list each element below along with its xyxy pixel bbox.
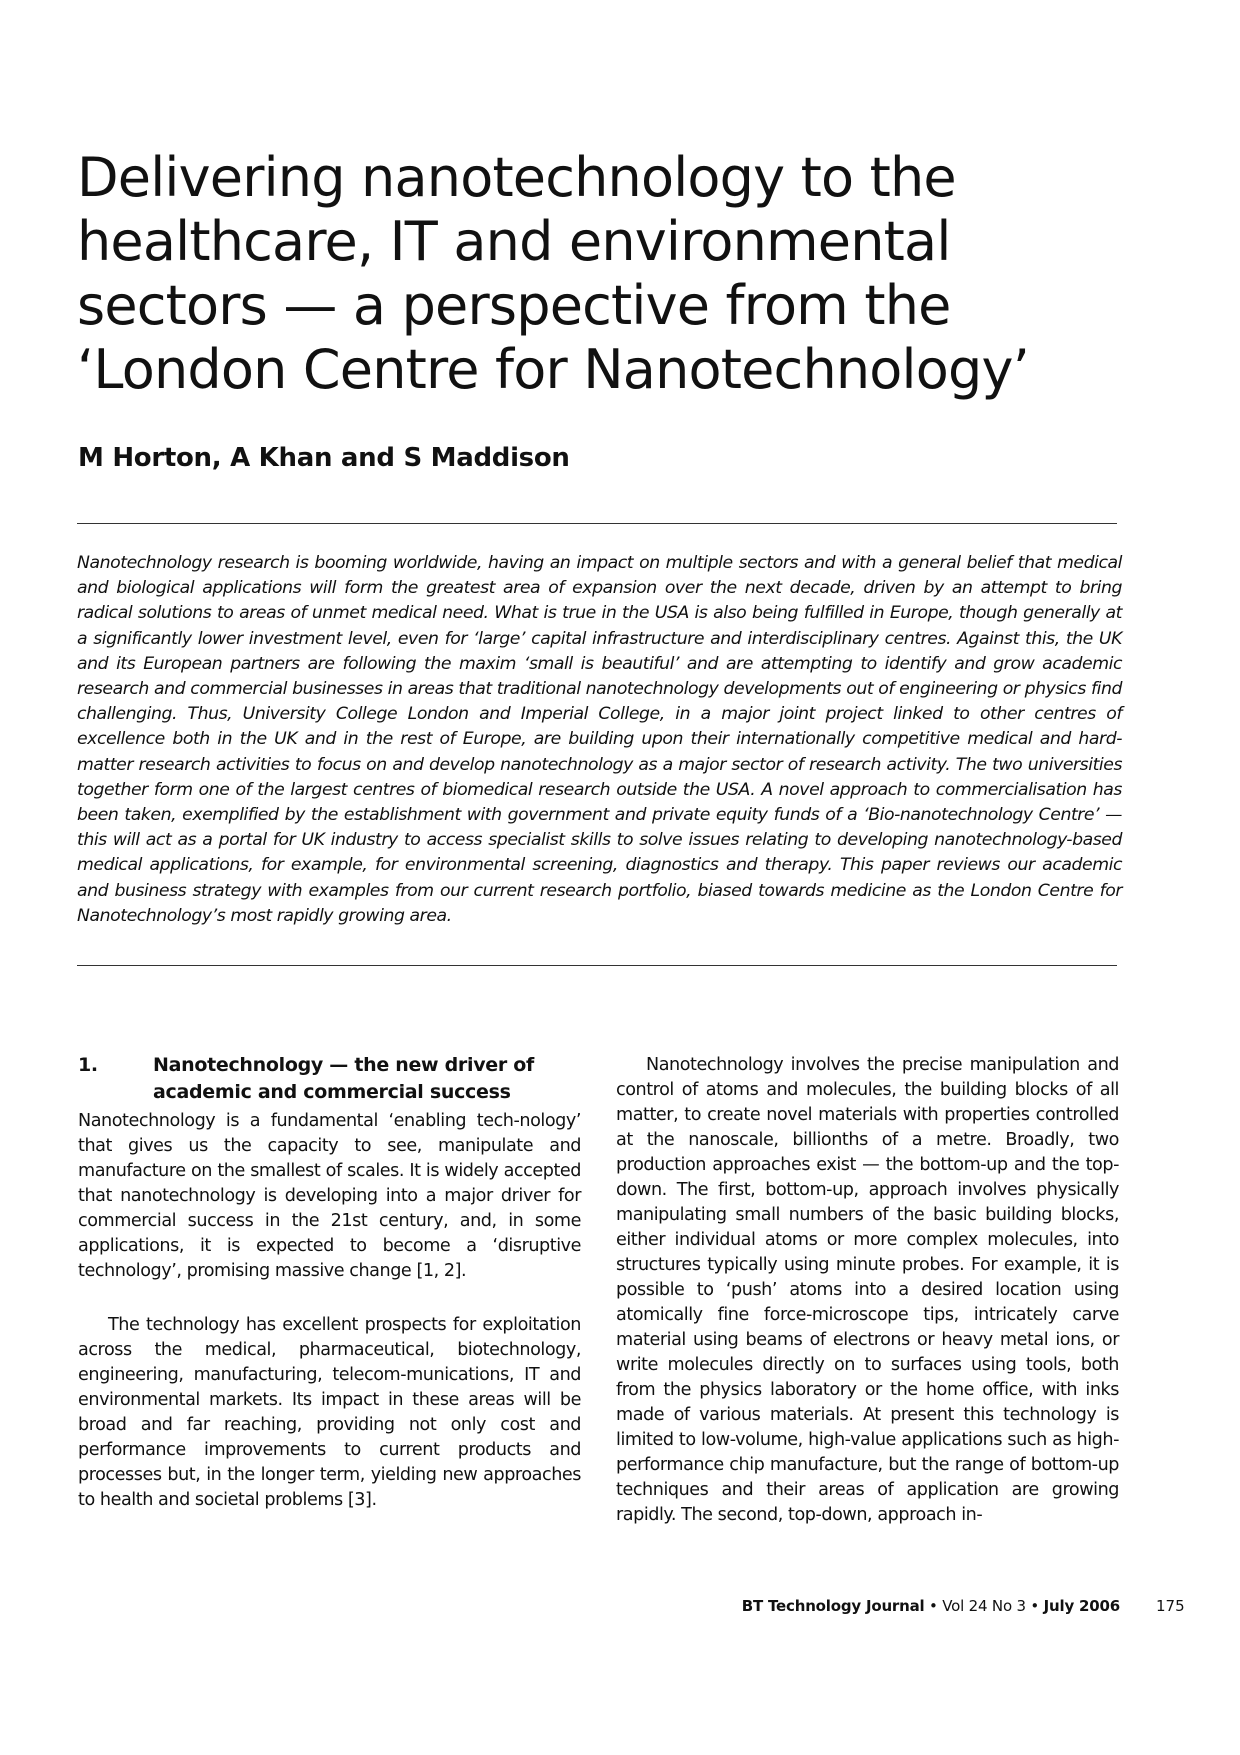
journal-volume: Vol 24 No 3 xyxy=(942,1597,1026,1615)
section-number: 1. xyxy=(78,1054,98,1076)
article-title: Delivering nanotechnology to the healthcare, IT and environmental sectors — a perspective from the ‘London Centre for Nanotechnology’ xyxy=(77,146,1029,402)
journal-date: July 2006 xyxy=(1043,1597,1120,1615)
journal-name: BT Technology Journal xyxy=(741,1597,925,1615)
article-abstract: Nanotechnology research is booming worldwide, having an impact on multiple sectors and with a general belief that medical and biological applications will form the greatest area of expansion over the next decade, driven by an attempt to bring radical solutions to areas of unmet medical need. What is true in the USA is also being fulfilled in Europe, though generally at a significantly lower investment level, even for ‘large’ capital infrastructure and interdisciplinary centres. Against this, the UK and its European partners are following the maxim ‘small is beautiful’ and are attempting to identify and grow academic research and commercial businesses in areas that traditional nanotechnology developments out of engineering or physics find challenging. Thus, University College London and Imperial College, in a major joint project linked to other centres of excellence both in the UK and in the rest of Europe, are building upon their internationally competitive medical and hard-matter research activities to focus on and develop nanotechnology as a major sector of research activity. The two universities together form one of the largest centres of biomedical research outside the USA. A novel approach to commercialisation has been taken, exemplified by the establishment with government and private equity funds of a ‘Bio-nanotechnology Centre’ — this will act as a portal for UK industry to access specialist skills to solve issues relating to developing nanotechnology-based medical applications, for example, for environmental screening, diagnostics and therapy. This paper reviews our academic and business strategy with examples from our current research portfolio, biased towards medicine as the London Centre for Nanotechnology’s most rapidly growing area. xyxy=(77,553,1122,926)
journal-footer xyxy=(600,1597,1120,1615)
footer-separator: • xyxy=(1025,1597,1044,1615)
body-paragraph: Nanotechnology is a fundamental ‘enabling tech-nology’ that gives us the capacity to see, manipulate and manufacture on the smallest of scales. It is widely accepted that nanotechnology is developing into a major driver for commercial success in the 21st century, and, in some applications, it is expected to become a ‘disruptive technology’, promising massive change [1, 2]. xyxy=(78,1111,581,1281)
section-heading xyxy=(78,1052,581,1106)
article-authors: M Horton, A Khan and S Maddison xyxy=(78,443,570,473)
footer-separator: • xyxy=(924,1597,943,1615)
right-column xyxy=(616,1053,1119,1528)
section-title: Nanotechnology — the new driver of academic and commercial success xyxy=(153,1054,534,1103)
left-column xyxy=(78,1052,581,1513)
abstract-bottom-rule xyxy=(77,965,1117,966)
page-number: 175 xyxy=(1156,1597,1185,1615)
body-paragraph: Nanotechnology involves the precise manipulation and control of atoms and molecules, the building blocks of all matter, to create novel materials with properties controlled at the nanoscale, billionths of a metre. Broadly, two production approaches exist — the bottom-up and the top-down. The first, bottom-up, approach involves physically manipulating small numbers of the basic building blocks, either individual atoms or more complex molecules, into structures typically using minute probes. For example, it is possible to ‘push’ atoms into a desired location using atomically fine force-microscope tips, intricately carve material using beams of electrons or heavy metal ions, or write molecules directly on to surfaces using tools, both from the physics laboratory or the home office, with inks made of various materials. At present this technology is limited to low-volume, high-value applications such as high-performance chip manufacture, but the range of bottom-up techniques and their areas of application are growing rapidly. The second, top-down, approach in- xyxy=(616,1055,1119,1525)
body-paragraph: The technology has excellent prospects for exploitation across the medical, pharmaceutical, biotechnology, engineering, manufacturing, telecom-munications, IT and environmental markets. Its impact in these areas will be broad and far reaching, providing not only cost and performance improvements to current products and processes but, in the longer term, yielding new approaches to health and societal problems [3]. xyxy=(78,1315,581,1510)
abstract-top-rule xyxy=(77,523,1117,524)
